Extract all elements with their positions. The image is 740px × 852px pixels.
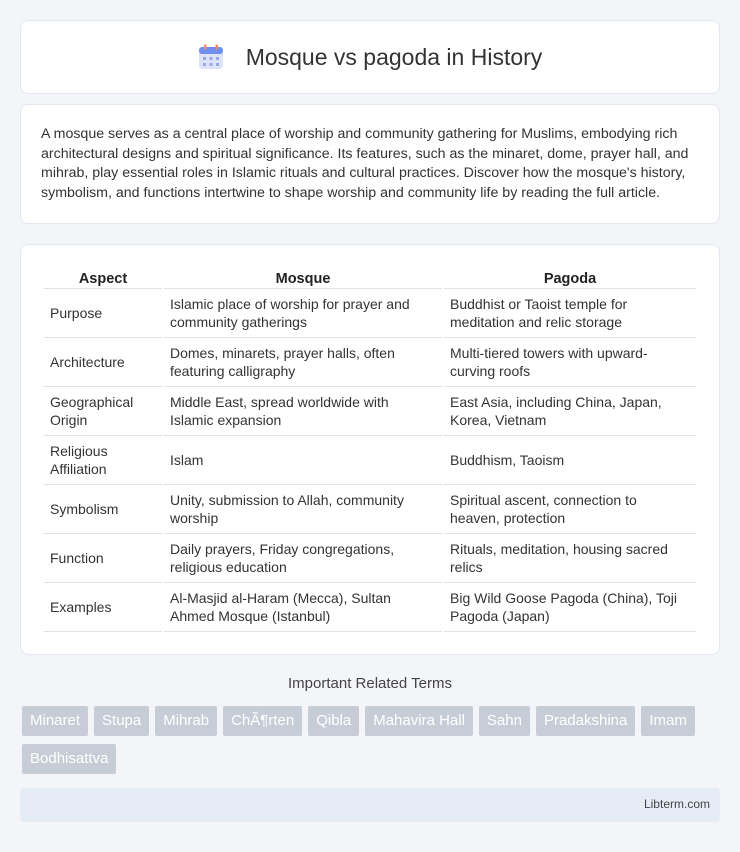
cell-mosque: Middle East, spread worldwide with Islamic expansion bbox=[164, 387, 442, 436]
cell-pagoda: Multi-tiered towers with upward-curving roofs bbox=[444, 338, 696, 387]
table-header-row bbox=[44, 265, 696, 289]
cell-mosque: Daily prayers, Friday congregations, religious education bbox=[164, 534, 442, 583]
tag-minaret[interactable]: Minaret bbox=[22, 706, 88, 736]
cell-pagoda: Rituals, meditation, housing sacred relics bbox=[444, 534, 696, 583]
cell-aspect: Architecture bbox=[44, 338, 162, 387]
comparison-table bbox=[42, 265, 698, 632]
comparison-card bbox=[20, 244, 720, 655]
header-aspect: Aspect bbox=[44, 265, 162, 289]
table-row bbox=[44, 338, 696, 387]
cell-aspect: Geographical Origin bbox=[44, 387, 162, 436]
tag-sahn[interactable]: Sahn bbox=[479, 706, 530, 736]
intro-card bbox=[20, 104, 720, 224]
table-row bbox=[44, 436, 696, 485]
cell-pagoda: Spiritual ascent, connection to heaven, protection bbox=[444, 485, 696, 534]
intro-text: A mosque serves as a central place of worship and community gathering for Muslims, embodying rich architectural designs and spiritual significance. Its features, such as the minaret, dome, prayer hall, and mihrab, play essential roles in Islamic rituals and cultural practices. Discover how the mosque's history, symbolism, and functions intertwine to shape worship and community life by reading the full article. bbox=[41, 126, 689, 201]
cell-pagoda: East Asia, including China, Japan, Korea, Vietnam bbox=[444, 387, 696, 436]
cell-aspect: Purpose bbox=[44, 289, 162, 338]
cell-aspect: Function bbox=[44, 534, 162, 583]
page-title: Mosque vs pagoda in History bbox=[245, 43, 543, 70]
table-row bbox=[44, 583, 696, 632]
tag-imam[interactable]: Imam bbox=[641, 706, 695, 736]
tag-chorten[interactable]: ChÃ¶rten bbox=[223, 706, 302, 736]
table-row bbox=[44, 534, 696, 583]
tag-mihrab[interactable]: Mihrab bbox=[155, 706, 217, 736]
table-row bbox=[44, 387, 696, 436]
cell-mosque: Islam bbox=[164, 436, 442, 485]
cell-mosque: Domes, minarets, prayer halls, often featuring calligraphy bbox=[164, 338, 442, 387]
title-card bbox=[20, 20, 720, 94]
related-terms-title: Important Related Terms bbox=[288, 675, 452, 692]
calendar-icon bbox=[198, 44, 224, 70]
footer bbox=[20, 788, 720, 822]
cell-pagoda: Big Wild Goose Pagoda (China), Toji Pagoda (Japan) bbox=[444, 583, 696, 632]
cell-aspect: Religious Affiliation bbox=[44, 436, 162, 485]
table-row bbox=[44, 485, 696, 534]
tag-pradakshina[interactable]: Pradakshina bbox=[536, 706, 635, 736]
related-terms-list bbox=[22, 706, 712, 782]
cell-pagoda: Buddhism, Taoism bbox=[444, 436, 696, 485]
table-row bbox=[44, 289, 696, 338]
tag-mahavira-hall[interactable]: Mahavira Hall bbox=[365, 706, 473, 736]
cell-aspect: Examples bbox=[44, 583, 162, 632]
tag-qibla[interactable]: Qibla bbox=[308, 706, 359, 736]
header-pagoda: Pagoda bbox=[444, 265, 696, 289]
footer-site-link[interactable]: Libterm.com bbox=[643, 797, 710, 811]
cell-mosque: Islamic place of worship for prayer and community gatherings bbox=[164, 289, 442, 338]
tag-stupa[interactable]: Stupa bbox=[94, 706, 149, 736]
tag-bodhisattva[interactable]: Bodhisattva bbox=[22, 744, 116, 774]
cell-mosque: Al-Masjid al-Haram (Mecca), Sultan Ahmed Mosque (Istanbul) bbox=[164, 583, 442, 632]
cell-pagoda: Buddhist or Taoist temple for meditation and relic storage bbox=[444, 289, 696, 338]
cell-aspect: Symbolism bbox=[44, 485, 162, 534]
header-mosque: Mosque bbox=[164, 265, 442, 289]
cell-mosque: Unity, submission to Allah, community worship bbox=[164, 485, 442, 534]
